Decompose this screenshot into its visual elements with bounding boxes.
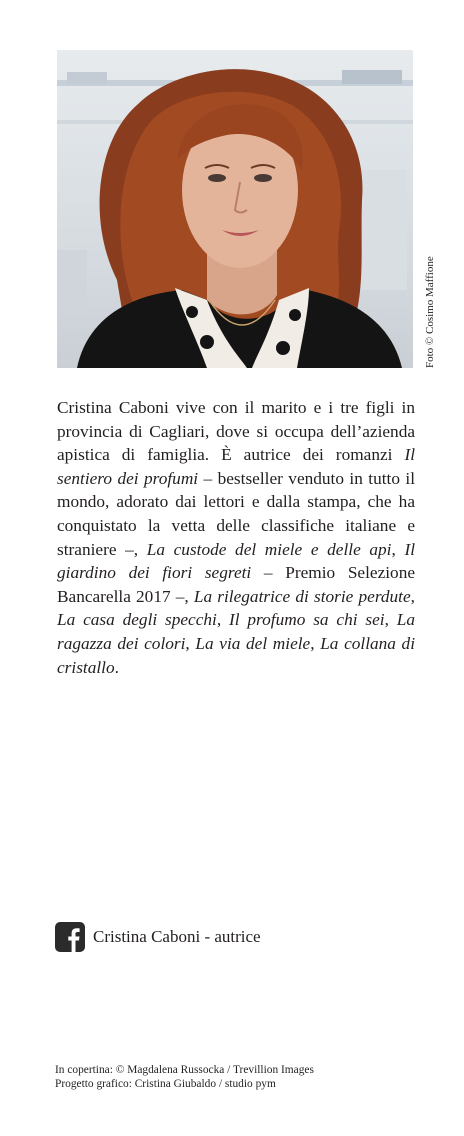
- book-title: La rilegatrice di storie perdute: [193, 586, 411, 606]
- bio-text: Cristina Caboni vive con il marito e i tre figli in provincia di Cagliari, dove si occupa dell’azienda apistica di famiglia. È autrice dei romanzi: [57, 398, 415, 465]
- book-title: La via del miele: [195, 633, 311, 653]
- bio-text: .: [114, 657, 119, 677]
- book-title: La ragazza dei colori: [57, 610, 415, 653]
- bio-text: – bestseller venduto in tutto il mondo, adorato dai lettori e dalla stampa, che ha conquistato la vetta delle classifiche italiane e straniere –,: [57, 468, 416, 559]
- design-credit: Progetto grafico: Cristina Giubaldo / studio pym: [55, 1078, 276, 1090]
- author-portrait-image: [57, 50, 413, 368]
- bio-text: ,: [391, 539, 405, 559]
- author-photo: [57, 50, 413, 368]
- book-title: La collana di cristallo: [57, 633, 415, 677]
- colophon: [55, 1063, 314, 1091]
- bio-text: – Premio Selezione Bancarella 2017 –,: [57, 563, 416, 606]
- bio-text: ,: [410, 586, 415, 606]
- bio-text: ,: [310, 633, 321, 653]
- facebook-page-link[interactable]: [55, 922, 261, 952]
- bio-text: ,: [185, 633, 196, 653]
- book-title: Il profumo sa chi sei: [229, 610, 385, 630]
- facebook-page-label: Cristina Caboni - autrice: [93, 927, 261, 946]
- bio-text: ,: [216, 610, 230, 630]
- cover-credit: In copertina: © Magdalena Russocka / Trevillion Images: [55, 1064, 314, 1076]
- photo-credit: Foto © Cosimo Maffione: [424, 256, 436, 368]
- bio-text: ,: [384, 610, 397, 630]
- book-title: La custode del miele e delle api: [146, 539, 392, 559]
- author-biography: [57, 396, 415, 679]
- facebook-icon: [55, 922, 85, 952]
- book-title: La casa degli specchi: [57, 610, 217, 630]
- book-title: Il giardino dei fiori segreti: [57, 539, 416, 583]
- book-title: Il sentiero dei profumi: [57, 445, 415, 488]
